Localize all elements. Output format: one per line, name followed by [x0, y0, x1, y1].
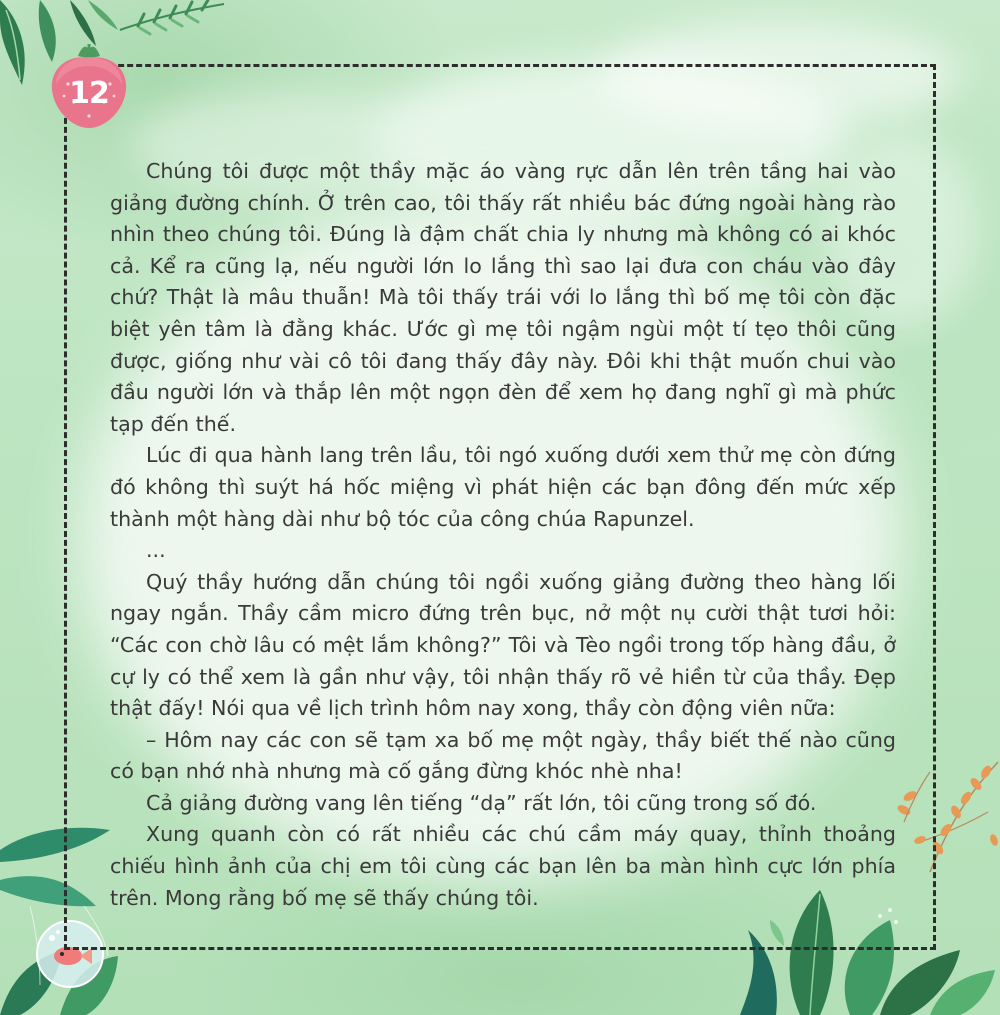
- paragraph: ...: [146, 538, 166, 563]
- paragraph: Cả giảng đường vang lên tiếng “dạ” rất lớn, tôi cũng trong số đó.: [146, 790, 817, 815]
- page-number: 12: [69, 76, 109, 111]
- paragraph: Chúng tôi được một thầy mặc áo vàng rực dẫn lên trên tầng hai vào giảng đường chính. Ở trên cao, tôi thấy rất nhiều bác đứng ngoài hàng rào nhìn theo chúng tôi. Đúng là đậm chất chia ly nhưng mà không có ai khóc cả. Kể ra cũng lạ, nếu người lớn lo lắng thì sao lại đưa con cháu vào đây chứ? Thật là mâu thuẫn! Mà tôi thấy trái với lo lắng thì bố mẹ tôi còn đặc biệt yên tâm là đằng khác. Ước gì mẹ tôi ngậm ngùi một tí tẹo thôi cũng được, giống như vài cô tôi đang thấy đây này. Đôi khi thật muốn chui vào đầu người lớn và thắp lên một ngọn đèn để xem họ đang nghĩ gì mà phức tạp đến thế.: [110, 159, 896, 436]
- paragraph: Xung quanh còn có rất nhiều các chú cầm máy quay, thỉnh thoảng chiếu hình ảnh của chị em tôi cùng các bạn lên ba màn hình cực lớn phía trên. Mong rằng bố mẹ sẽ thấy chúng tôi.: [110, 822, 896, 910]
- paragraph: Lúc đi qua hành lang trên lầu, tôi ngó xuống dưới xem thử mẹ còn đứng đó không thì suýt há hốc miệng vì phát hiện các bạn đông đến mức xếp thành một hàng dài như bộ tóc của công chúa Rapunzel.: [110, 443, 896, 531]
- paragraph: – Hôm nay các con sẽ tạm xa bố mẹ một ngày, thầy biết thế nào cũng có bạn nhớ nhà nhưng mà cố gắng đừng khóc nhè nha!: [110, 727, 896, 784]
- body-text: [110, 156, 896, 914]
- paragraph: Quý thầy hướng dẫn chúng tôi ngồi xuống giảng đường theo hàng lối ngay ngắn. Thầy cầm micro đứng trên bục, nở một nụ cười thật tươi hỏi: “Các con chờ lâu có mệt lắm không?” Tôi và Tèo ngồi trong tốp hàng đầu, ở cự ly có thể xem là gần như vậy, tôi nhận thấy rõ vẻ hiền từ của thầy. Đẹp thật đấy! Nói qua về lịch trình hôm nay xong, thầy còn động viên nữa:: [110, 569, 896, 721]
- leaves-top-icon: [118, 0, 228, 40]
